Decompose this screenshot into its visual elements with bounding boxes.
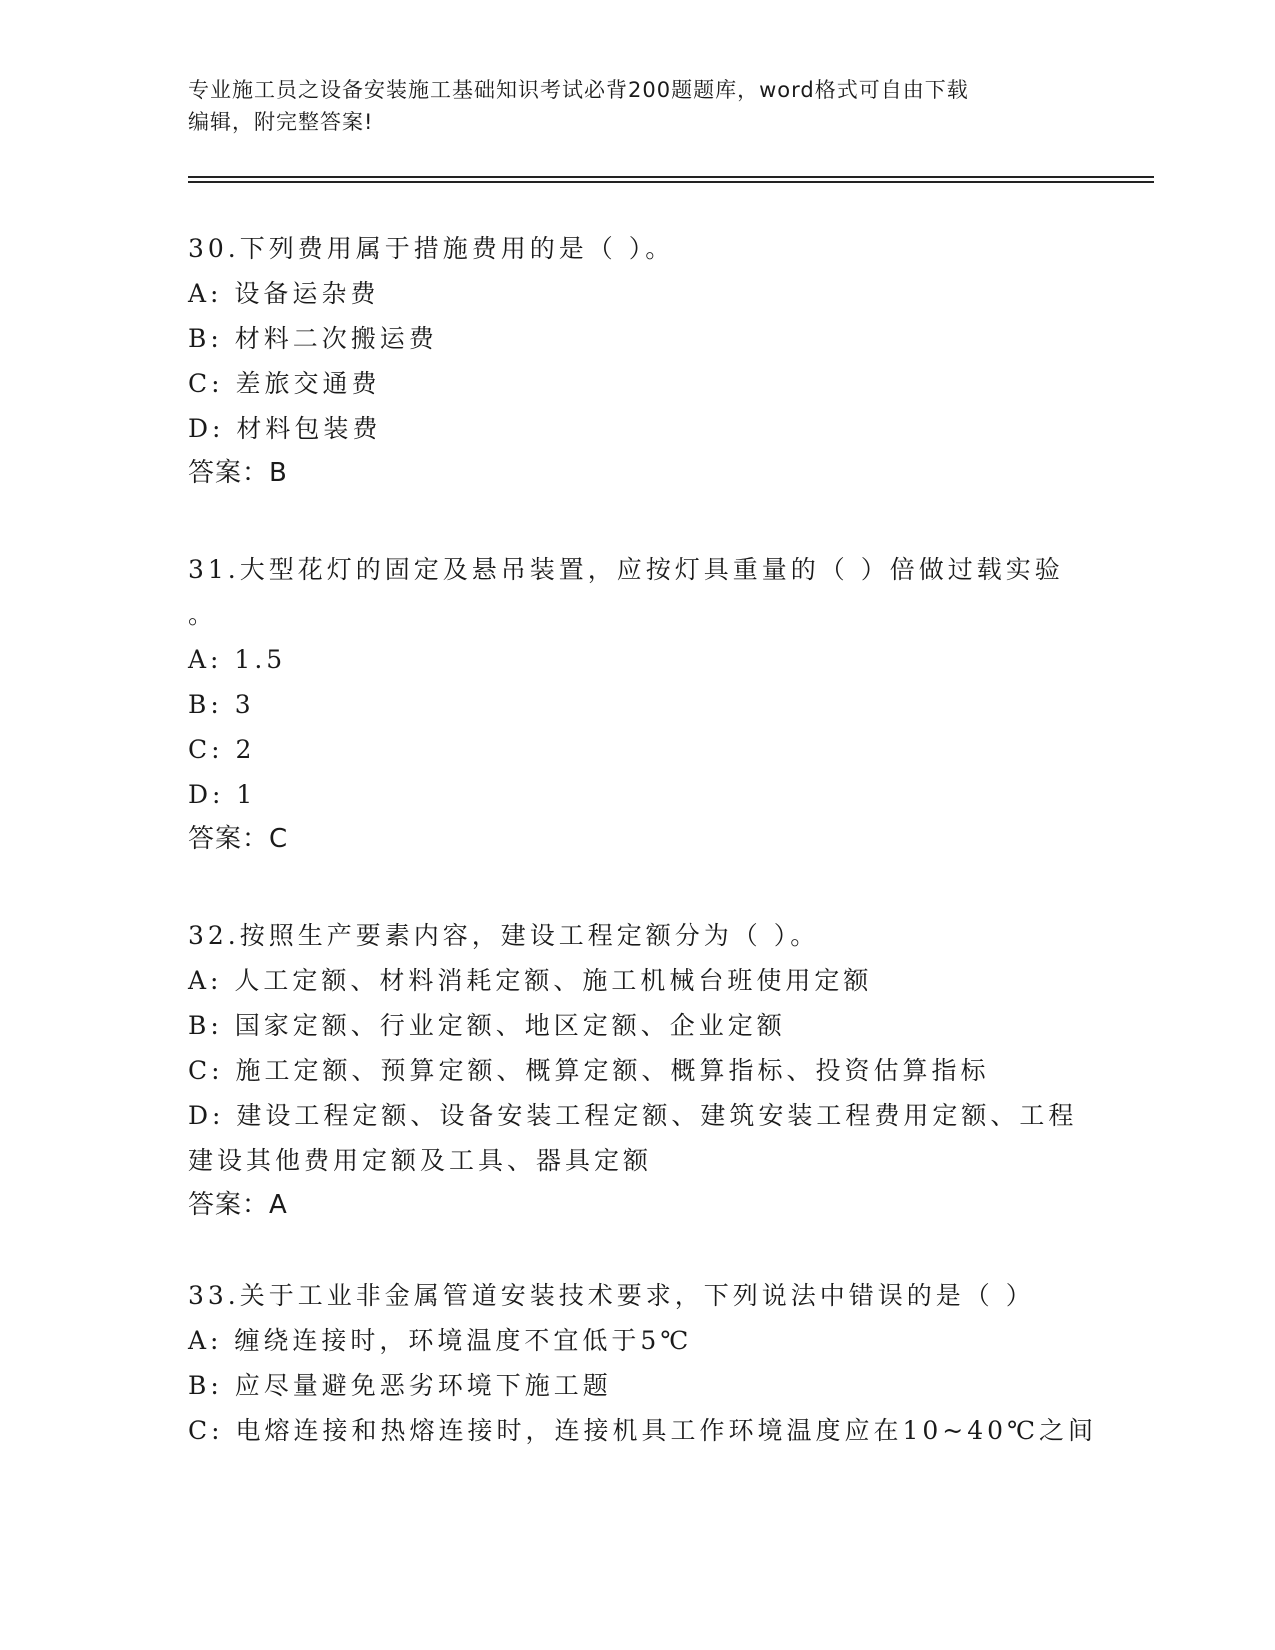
option-d: D: 材料包装费 [188, 414, 382, 443]
header-line-1: 专业施工员之设备安装施工基础知识考试必背200题题库，word格式可自由下载 [188, 78, 969, 102]
question-stem-continuation: 。 [188, 600, 218, 629]
option-c: C: 施工定额、预算定额、概算定额、概算指标、投资估算指标 [188, 1056, 990, 1085]
header-divider-bottom [188, 181, 1154, 183]
question-33 [188, 1273, 1098, 1453]
answer: 答案：B [188, 458, 288, 488]
option-b: B: 国家定额、行业定额、地区定额、企业定额 [188, 1011, 786, 1040]
option-a: A: 人工定额、材料消耗定额、施工机械台班使用定额 [188, 966, 873, 995]
option-c: C: 电熔连接和热熔连接时，连接机具工作环境温度应在10~40℃之间 [188, 1416, 1098, 1445]
question-stem: 31.大型花灯的固定及悬吊装置，应按灯具重量的（ ）倍做过载实验 [188, 555, 1064, 584]
header-line-2: 编辑，附完整答案! [188, 110, 374, 134]
option-d: D: 1 [188, 780, 257, 809]
option-c: C: 差旅交通费 [188, 369, 381, 398]
option-a: A: 1.5 [188, 645, 287, 674]
option-a: A: 设备运杂费 [188, 279, 380, 308]
question-stem: 33.关于工业非金属管道安装技术要求，下列说法中错误的是（ ） [188, 1281, 1035, 1310]
header-divider-top [188, 176, 1154, 178]
answer: 答案：A [188, 1190, 288, 1220]
option-b: B: 应尽量避免恶劣环境下施工题 [188, 1371, 612, 1400]
option-d: D: 建设工程定额、设备安装工程定额、建筑安装工程费用定额、工程 [188, 1101, 1078, 1130]
option-c: C: 2 [188, 735, 256, 764]
question-stem: 32.按照生产要素内容，建设工程定额分为（ ）。 [188, 921, 820, 950]
document-header [188, 74, 1088, 138]
option-d-continuation: 建设其他费用定额及工具、器具定额 [188, 1146, 653, 1175]
option-a: A: 缠绕连接时，环境温度不宜低于5℃ [188, 1326, 693, 1355]
question-31 [188, 547, 1088, 862]
question-stem: 30.下列费用属于措施费用的是（ ）。 [188, 234, 675, 263]
option-b: B: 3 [188, 690, 255, 719]
question-32 [188, 913, 1088, 1228]
answer: 答案：C [188, 824, 289, 854]
option-b: B: 材料二次搬运费 [188, 324, 438, 353]
question-30 [188, 226, 1088, 496]
